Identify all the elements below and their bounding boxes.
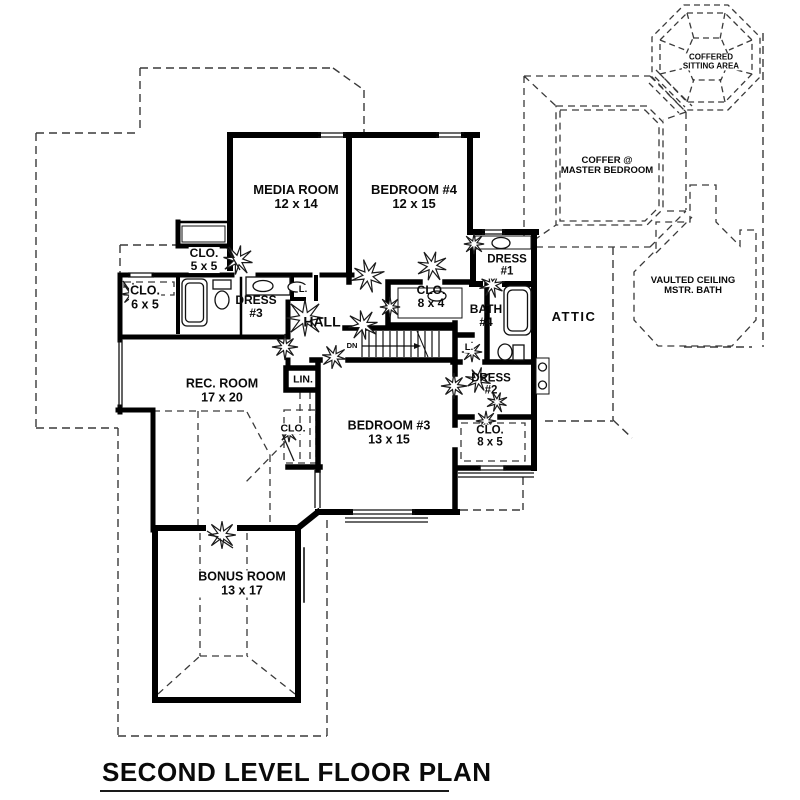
staircase [362,331,439,357]
room-label-vaulted-mstr-bath: VAULTED CEILING MSTR. BATH [650,274,736,296]
page-title: SECOND LEVEL FLOOR PLAN [102,757,492,787]
sink-icon [253,281,273,292]
door-icon [322,345,346,369]
toilet-icon [213,280,231,289]
toilet-icon [498,344,512,360]
room-label-rec-room: REC. ROOM 17 x 20 [185,376,259,404]
room-label-attic: ATTIC [551,308,597,324]
vaulted-mstr-bath-outline [634,185,756,346]
door-icon [352,260,385,293]
room-label-media-room: MEDIA ROOM 12 x 14 [253,181,339,211]
room-label-hall: HALL [303,313,341,330]
room-label-closet-8x5: CLO. 8 x 5 [476,424,504,449]
door-icon [380,297,400,317]
door-icon [349,311,378,340]
room-label-bedroom-4: BEDROOM #4 12 x 15 [371,181,457,211]
door-icon [418,252,446,280]
door-icon [441,373,467,399]
room-label-bedroom-3: BEDROOM #3 13 x 15 [347,418,431,446]
room-label-closet-8x4: CLO. 8 x 4 [416,283,446,310]
title-underline [100,790,449,792]
room-label-master-bedroom: COFFER @ MASTER BEDROOM [560,154,654,176]
rod-oval-icon [492,238,510,249]
room-label-dress-2: DRESS #2 [471,372,511,397]
stairs-dn-label: DN [346,340,358,350]
room-label-bonus-room: BONUS ROOM 13 x 17 [198,569,286,597]
door-icon [464,234,484,254]
room-label-coffered-sitting-area: COFFERED SITTING AREA [682,52,740,70]
room-label-bath-4: BATH #4 [469,302,503,329]
room-label-closet-5x5: CLO. 5 x 5 [189,246,219,273]
shelf-icon [182,226,225,242]
room-label-dress-1: DRESS #1 [487,253,527,278]
room-label-linen-lower: L. [464,341,474,353]
room-label-linen-closet: LIN. [293,373,313,386]
room-label-closet-understairs: CLO. [280,422,306,435]
room-label-linen-upper: L. [298,283,308,295]
room-label-closet-6x5: CLO. 6 x 5 [130,283,160,311]
room-label-dress-3: DRESS #3 [235,293,277,320]
